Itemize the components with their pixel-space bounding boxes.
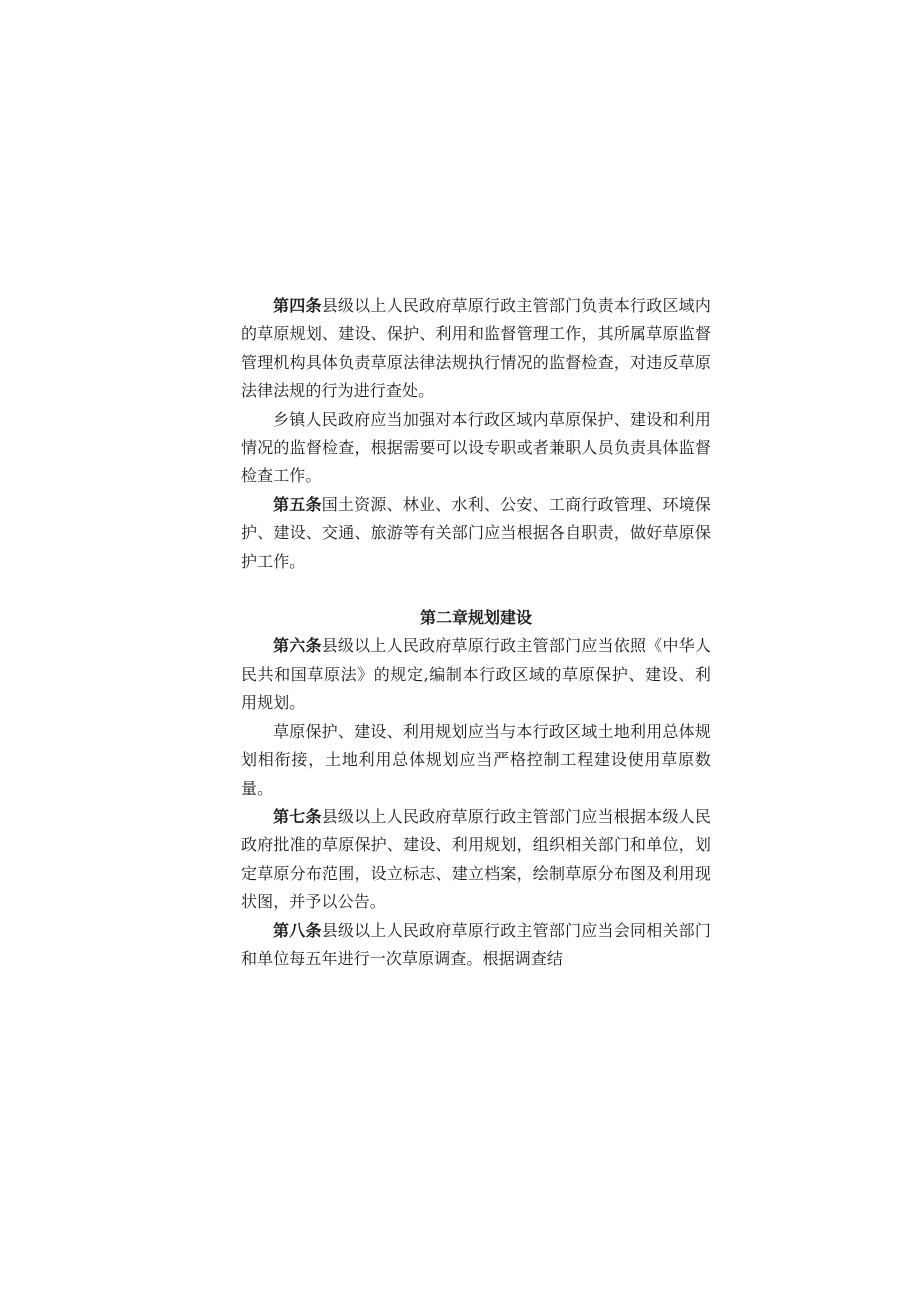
article-7-paragraph	[241, 803, 711, 917]
article-8-paragraph	[241, 917, 711, 974]
article-number: 第八条	[273, 920, 322, 940]
paragraph-text: 乡镇人民政府应当加强对本行政区域内草原保护、建设和利用情况的监督检查，根据需要可以设专职或者兼职人员负责具体监督检查工作。	[241, 409, 711, 486]
chapter-title: 第二章规划建设	[419, 608, 532, 628]
article-text: 县级以上人民政府草原行政主管部门应当会同相关部门和单位每五年进行一次草原调查。根据调查结	[241, 920, 711, 968]
article-text: 县级以上人民政府草原行政主管部门负责本行政区域内的草原规划、建设、保护、利用和监督管理工作，其所属草原监督管理机构具体负责草原法律法规执行情况的监督检查，对违反草原法律法规的行为进行查处。	[241, 296, 711, 401]
article-5-paragraph	[241, 491, 711, 576]
article-text: 县级以上人民政府草原行政主管部门应当依照《中华人民共和国草原法》的规定,编制本行政区域的草原保护、建设、利用规划。	[241, 636, 711, 713]
article-number: 第五条	[273, 494, 322, 514]
article-6-paragraph	[241, 632, 711, 717]
article-text: 国土资源、林业、水利、公安、工商行政管理、环境保护、建设、交通、旅游等有关部门应当根据各自职责，做好草原保护工作。	[241, 494, 711, 571]
planning-paragraph	[241, 718, 711, 803]
township-paragraph	[241, 406, 711, 491]
article-number: 第六条	[273, 636, 322, 656]
article-4-paragraph	[241, 292, 711, 406]
article-text: 县级以上人民政府草原行政主管部门应当根据本级人民政府批准的草原保护、建设、利用规划，组织相关部门和单位，划定草原分布范围，设立标志、建立档案，绘制草原分布图及利用现状图，并予以公告。	[241, 806, 711, 912]
article-number: 第四条	[273, 296, 322, 315]
document-body	[241, 292, 711, 973]
paragraph-text: 草原保护、建设、利用规划应当与本行政区域土地利用总体规划相衔接，土地利用总体规划应当严格控制工程建设使用草原数量。	[241, 721, 711, 798]
article-number: 第七条	[273, 806, 322, 826]
